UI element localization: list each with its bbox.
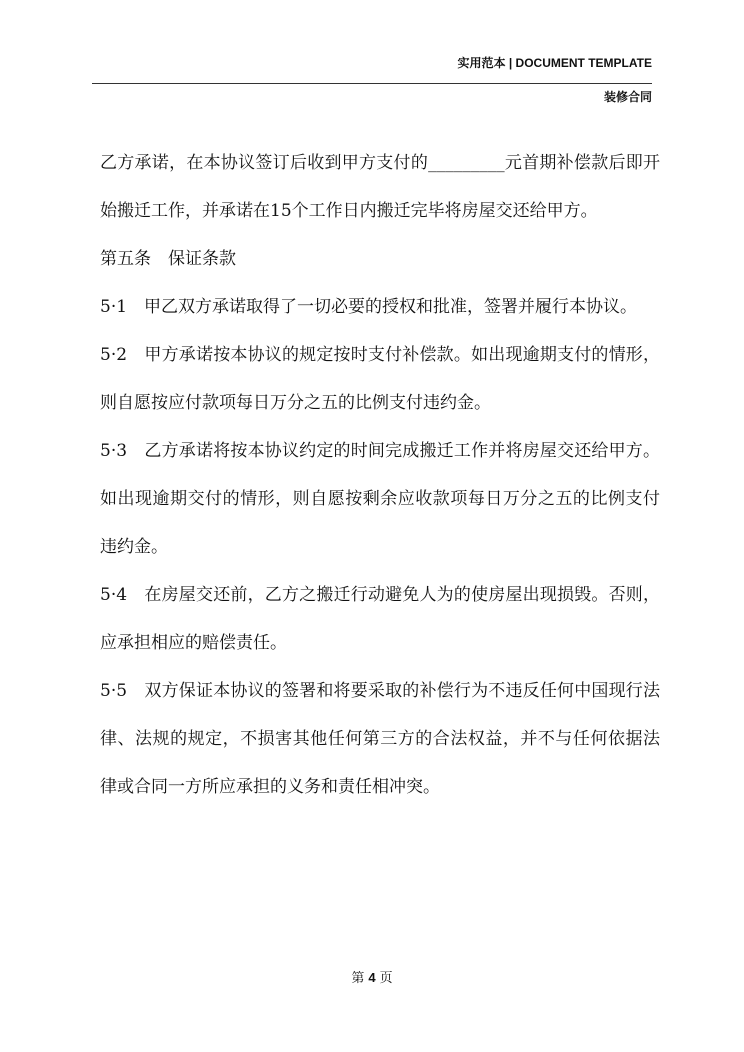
clause-5-2: 5·2 甲方承诺按本协议的规定按时支付补偿款。如出现逾期支付的情形，则自愿按应付款项每日万分之五的比例支付违约金。 — [100, 345, 660, 413]
page-footer — [0, 967, 744, 986]
clause-5-4: 5·4 在房屋交还前，乙方之搬迁行动避免人为的使房屋出现损毁。否则，应承担相应的赔偿责任。 — [100, 585, 660, 653]
document-body — [100, 139, 660, 811]
section-heading: 第五条 保证条款 — [100, 249, 236, 269]
page-number: 4 — [368, 970, 376, 985]
page-suffix: 页 — [379, 971, 393, 986]
clause-5-5: 5·5 双方保证本协议的签署和将要采取的补偿行为不违反任何中国现行法律、法规的规定，不损害其他任何第三方的合法权益，并不与任何依据法律或合同一方所应承担的义务和责任相冲突。 — [100, 681, 660, 797]
header-divider — [92, 83, 652, 84]
page-prefix: 第 — [351, 971, 365, 986]
clause-5-1: 5·1 甲乙双方承诺取得了一切必要的授权和批准，签署并履行本协议。 — [100, 297, 638, 317]
header-title: 实用范本 | DOCUMENT TEMPLATE — [457, 56, 652, 70]
header-subtitle: 装修合同 — [603, 90, 652, 104]
paragraph-1: 乙方承诺，在本协议签订后收到甲方支付的_________元首期补偿款后即开始搬迁工作，并承诺在15个工作日内搬迁完毕将房屋交还给甲方。 — [100, 153, 660, 221]
clause-5-3: 5·3 乙方承诺将按本协议约定的时间完成搬迁工作并将房屋交还给甲方。如出现逾期交付的情形，则自愿按剩余应收款项每日万分之五的比例支付违约金。 — [100, 441, 660, 557]
